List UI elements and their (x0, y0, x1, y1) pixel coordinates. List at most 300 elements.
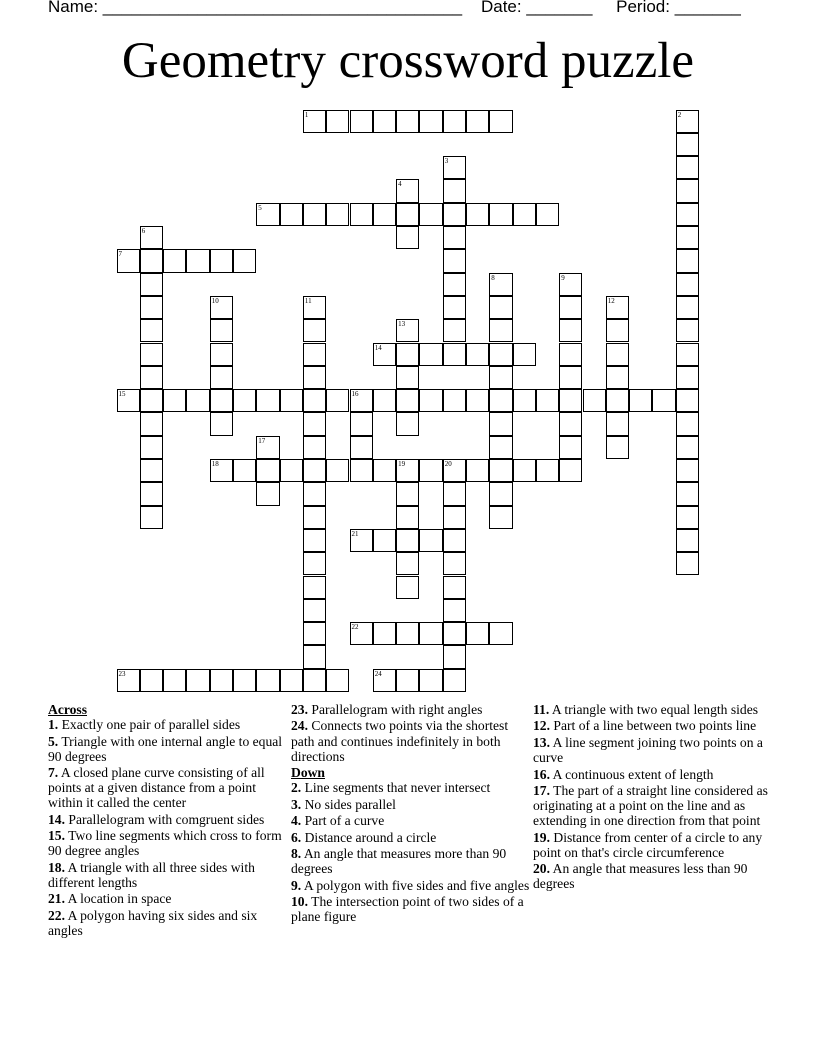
clue-item (291, 718, 531, 763)
crossword-cell[interactable] (443, 576, 466, 599)
clue-number: 12. (533, 718, 550, 734)
crossword-cell[interactable] (140, 226, 163, 249)
clues-column-2 (291, 702, 531, 926)
crossword-cell[interactable] (140, 296, 163, 319)
crossword-cell[interactable] (140, 249, 163, 272)
crossword-cell[interactable] (256, 389, 279, 412)
crossword-cell[interactable] (186, 249, 209, 272)
crossword-cell[interactable] (676, 179, 699, 202)
crossword-cell[interactable] (210, 389, 233, 412)
crossword-cell[interactable] (443, 599, 466, 622)
crossword-cell[interactable] (443, 389, 466, 412)
clue-item (291, 878, 531, 893)
crossword-cell[interactable] (350, 436, 373, 459)
crossword-cell[interactable] (606, 296, 629, 319)
cell-clue-number: 21 (351, 529, 359, 538)
crossword-cell[interactable] (303, 296, 326, 319)
crossword-cell[interactable] (303, 203, 326, 226)
crossword-cell[interactable] (140, 482, 163, 505)
cell-clue-number: 6 (141, 227, 146, 235)
crossword-cell[interactable] (443, 529, 466, 552)
crossword-cell[interactable] (396, 179, 419, 202)
clue-text: A closed plane curve consisting of all points at a given distance from a point within it called the center (48, 765, 265, 811)
crossword-cell[interactable] (419, 110, 442, 133)
clue-item (48, 765, 288, 810)
clue-number: 14. (48, 811, 65, 827)
crossword-cell[interactable] (676, 110, 699, 133)
crossword-cell[interactable] (326, 459, 349, 482)
crossword-cell[interactable] (513, 389, 536, 412)
crossword-cell[interactable] (396, 343, 419, 366)
crossword-cell[interactable] (419, 389, 442, 412)
clue-text: An angle that measures less than 90 degrees (533, 861, 748, 892)
crossword-cell[interactable] (443, 156, 466, 179)
cell-clue-number: 7 (118, 250, 122, 259)
crossword-cell[interactable] (256, 203, 279, 226)
clue-text: An angle that measures more than 90 degrees (291, 846, 507, 877)
crossword-cell[interactable] (210, 296, 233, 319)
crossword-cell[interactable] (303, 343, 326, 366)
crossword-cell[interactable] (559, 366, 582, 389)
crossword-cell[interactable] (256, 436, 279, 459)
crossword-cell[interactable] (396, 506, 419, 529)
crossword-cell[interactable] (256, 459, 279, 482)
crossword-cell[interactable] (676, 366, 699, 389)
clue-number: 24. (291, 718, 308, 734)
crossword-cell[interactable] (396, 226, 419, 249)
cell-clue-number: 9 (561, 273, 565, 282)
crossword-cell[interactable] (559, 273, 582, 296)
clue-item (533, 735, 773, 765)
crossword-cell[interactable] (303, 599, 326, 622)
crossword-cell[interactable] (559, 319, 582, 342)
crossword-cell[interactable] (676, 133, 699, 156)
cell-clue-number: 8 (491, 273, 495, 282)
crossword-cell[interactable] (303, 389, 326, 412)
crossword-cell[interactable] (303, 110, 326, 133)
cell-clue-number: 23 (118, 669, 126, 678)
crossword-cell[interactable] (163, 389, 186, 412)
crossword-cell[interactable] (676, 226, 699, 249)
clue-number: 16. (533, 766, 550, 782)
clue-number: 13. (533, 734, 550, 750)
crossword-cell[interactable] (489, 319, 512, 342)
crossword-cell[interactable] (350, 529, 373, 552)
crossword-cell[interactable] (443, 226, 466, 249)
crossword-cell[interactable] (466, 459, 489, 482)
clue-text: A polygon with five sides and five angles (301, 877, 530, 893)
clue-number: 18. (48, 859, 65, 875)
clue-item (533, 702, 773, 717)
crossword-cell[interactable] (419, 459, 442, 482)
crossword-cell[interactable] (466, 389, 489, 412)
crossword-cell[interactable] (396, 203, 419, 226)
crossword-cell[interactable] (303, 645, 326, 668)
clue-item (533, 861, 773, 891)
crossword-cell[interactable] (396, 669, 419, 692)
crossword-cell[interactable] (443, 459, 466, 482)
clue-text: The intersection point of two sides of a plane figure (291, 894, 524, 925)
crossword-cell[interactable] (303, 482, 326, 505)
crossword-cell[interactable] (606, 436, 629, 459)
crossword-cell[interactable] (140, 412, 163, 435)
crossword-cell[interactable] (280, 669, 303, 692)
crossword-cell[interactable] (210, 249, 233, 272)
crossword-cell[interactable] (303, 622, 326, 645)
clue-text: A location in space (65, 891, 172, 907)
clue-item (291, 846, 531, 876)
crossword-cell[interactable] (326, 389, 349, 412)
crossword-cell[interactable] (303, 366, 326, 389)
clue-number: 6. (291, 829, 302, 845)
clue-item (533, 767, 773, 782)
crossword-cell[interactable] (443, 506, 466, 529)
clue-text: A continuous extent of length (550, 766, 714, 782)
crossword-cell[interactable] (489, 459, 512, 482)
crossword-cell[interactable] (676, 319, 699, 342)
clue-text: Exactly one pair of parallel sides (58, 717, 241, 733)
crossword-cell[interactable] (489, 482, 512, 505)
clue-number: 4. (291, 813, 302, 829)
crossword-cell[interactable] (256, 669, 279, 692)
crossword-cell[interactable] (443, 482, 466, 505)
clue-number: 19. (533, 829, 550, 845)
crossword-cell[interactable] (443, 179, 466, 202)
cell-clue-number: 12 (607, 296, 615, 305)
crossword-cell[interactable] (489, 296, 512, 319)
crossword-cell[interactable] (489, 622, 512, 645)
crossword-cell[interactable] (489, 273, 512, 296)
crossword-cell[interactable] (303, 436, 326, 459)
cell-clue-number: 11 (304, 296, 312, 305)
clue-text: Connects two points via the shortest path and continues indefinitely in both directions (291, 718, 509, 764)
clue-item (48, 717, 288, 732)
crossword-cell[interactable] (140, 366, 163, 389)
crossword-cell[interactable] (676, 343, 699, 366)
crossword-cell[interactable] (233, 249, 256, 272)
crossword-cell[interactable] (326, 669, 349, 692)
clue-item (291, 830, 531, 845)
crossword-cell[interactable] (466, 110, 489, 133)
clue-text: Distance from center of a circle to any point on that's circle circumference (533, 829, 763, 860)
crossword-cell[interactable] (396, 319, 419, 342)
crossword-cell[interactable] (396, 552, 419, 575)
crossword-cell[interactable] (419, 529, 442, 552)
crossword-cell[interactable] (443, 622, 466, 645)
clue-number: 1. (48, 717, 59, 733)
cell-clue-number: 4 (398, 180, 402, 189)
crossword-cell[interactable] (396, 389, 419, 412)
clue-text: Part of a curve (301, 813, 385, 829)
clue-text: Part of a line between two points line (550, 718, 757, 734)
crossword-cell[interactable] (559, 296, 582, 319)
crossword-cell[interactable] (210, 669, 233, 692)
clue-item (533, 718, 773, 733)
clue-number: 17. (533, 783, 550, 799)
clues-column-3 (533, 702, 773, 893)
clue-item (533, 830, 773, 860)
crossword-cell[interactable] (652, 389, 675, 412)
clue-section-heading: Across (48, 702, 88, 717)
page-title: Geometry crossword puzzle (121, 33, 695, 89)
crossword-cell[interactable] (443, 273, 466, 296)
crossword-cell[interactable] (396, 529, 419, 552)
crossword-cell[interactable] (536, 203, 559, 226)
clue-text: A triangle with all three sides with different lengths (48, 859, 255, 890)
crossword-cell[interactable] (419, 622, 442, 645)
crossword-cell[interactable] (676, 296, 699, 319)
crossword-cell[interactable] (326, 110, 349, 133)
cell-clue-number: 19 (398, 460, 406, 468)
crossword-cell[interactable] (210, 459, 233, 482)
crossword-cell[interactable] (140, 669, 163, 692)
clues-column-1 (48, 702, 288, 940)
crossword-cell[interactable] (443, 645, 466, 668)
cell-clue-number: 24 (374, 669, 382, 678)
crossword-cell[interactable] (676, 389, 699, 412)
crossword-cell[interactable] (186, 389, 209, 412)
cell-clue-number: 5 (258, 203, 262, 212)
crossword-cell[interactable] (256, 482, 279, 505)
crossword-cell[interactable] (117, 669, 140, 692)
crossword-cell[interactable] (489, 506, 512, 529)
crossword-cell[interactable] (373, 529, 396, 552)
crossword-cell[interactable] (676, 249, 699, 272)
crossword-cell[interactable] (350, 203, 373, 226)
clue-number: 15. (48, 828, 65, 844)
crossword-cell[interactable] (606, 319, 629, 342)
crossword-cell[interactable] (443, 319, 466, 342)
clue-item (48, 828, 288, 858)
crossword-cell[interactable] (676, 273, 699, 296)
crossword-cell[interactable] (489, 366, 512, 389)
cell-clue-number: 14 (374, 343, 382, 352)
crossword-cell[interactable] (280, 459, 303, 482)
crossword-cell[interactable] (140, 343, 163, 366)
clue-text: Two line segments which cross to form 90 degree angles (48, 828, 282, 859)
crossword-cell[interactable] (210, 366, 233, 389)
crossword-cell[interactable] (513, 459, 536, 482)
clue-item (291, 702, 531, 717)
crossword-cell[interactable] (443, 296, 466, 319)
crossword-cell[interactable] (396, 482, 419, 505)
crossword-cell[interactable] (373, 669, 396, 692)
clue-number: 22. (48, 907, 65, 923)
clue-item (48, 860, 288, 890)
crossword-cell[interactable] (466, 343, 489, 366)
crossword-cell[interactable] (536, 459, 559, 482)
crossword-cell[interactable] (350, 110, 373, 133)
clue-number: 11. (533, 702, 550, 717)
crossword-cell[interactable] (303, 529, 326, 552)
crossword-cell[interactable] (513, 343, 536, 366)
clue-number: 2. (291, 780, 302, 796)
clue-number: 5. (48, 733, 59, 749)
cell-clue-number: 3 (444, 157, 449, 166)
cell-clue-number: 22 (351, 623, 359, 632)
crossword-cell[interactable] (676, 482, 699, 505)
crossword-cell[interactable] (419, 203, 442, 226)
crossword-cell[interactable] (489, 436, 512, 459)
crossword-cell[interactable] (443, 669, 466, 692)
cell-clue-number: 18 (211, 460, 219, 468)
crossword-cell[interactable] (396, 622, 419, 645)
crossword-cell[interactable] (466, 622, 489, 645)
clue-item (291, 813, 531, 828)
clue-number: 3. (291, 796, 302, 812)
crossword-cell[interactable] (140, 319, 163, 342)
crossword-cell[interactable] (373, 110, 396, 133)
crossword-cell[interactable] (443, 110, 466, 133)
crossword-cell[interactable] (676, 412, 699, 435)
crossword-cell[interactable] (559, 436, 582, 459)
crossword-cell[interactable] (140, 273, 163, 296)
crossword-cell[interactable] (676, 552, 699, 575)
crossword-cell[interactable] (419, 669, 442, 692)
crossword-cell[interactable] (676, 203, 699, 226)
clue-text: No sides parallel (301, 796, 396, 812)
crossword-cell[interactable] (443, 552, 466, 575)
crossword-cell[interactable] (303, 669, 326, 692)
crossword-cell[interactable] (606, 343, 629, 366)
crossword-cell[interactable] (163, 249, 186, 272)
crossword-cell[interactable] (583, 389, 606, 412)
crossword-cell[interactable] (606, 366, 629, 389)
crossword-cell[interactable] (396, 459, 419, 482)
clue-item (533, 783, 773, 828)
crossword-cell[interactable] (280, 389, 303, 412)
crossword-cell[interactable] (140, 436, 163, 459)
clue-item (291, 797, 531, 812)
clue-number: 10. (291, 894, 308, 910)
crossword-cell[interactable] (489, 110, 512, 133)
crossword-cell[interactable] (606, 389, 629, 412)
crossword-cell[interactable] (140, 506, 163, 529)
cell-clue-number: 1 (304, 110, 309, 119)
clue-item (291, 780, 531, 795)
clue-item (48, 908, 288, 938)
crossword-cell[interactable] (350, 389, 373, 412)
crossword-cell[interactable] (489, 412, 512, 435)
crossword-cell[interactable] (117, 389, 140, 412)
cell-clue-number: 13 (398, 320, 406, 329)
crossword-cell[interactable] (419, 343, 442, 366)
crossword-cell[interactable] (140, 459, 163, 482)
crossword-cell[interactable] (466, 203, 489, 226)
clue-item (291, 894, 531, 924)
clue-text: A line segment joining two points on a curve (533, 734, 763, 766)
crossword-cell[interactable] (559, 459, 582, 482)
crossword-cell[interactable] (303, 576, 326, 599)
crossword-cell[interactable] (676, 156, 699, 179)
crossword-cell[interactable] (303, 459, 326, 482)
crossword-cell[interactable] (676, 506, 699, 529)
crossword-cell[interactable] (303, 412, 326, 435)
clue-number: 21. (48, 891, 65, 907)
clue-number: 23. (291, 702, 308, 717)
crossword-cell[interactable] (140, 389, 163, 412)
clue-item (48, 891, 288, 906)
crossword-cell[interactable] (396, 110, 419, 133)
crossword-cell[interactable] (373, 203, 396, 226)
crossword-cell[interactable] (303, 552, 326, 575)
crossword-cell[interactable] (373, 622, 396, 645)
crossword-cell[interactable] (210, 319, 233, 342)
crossword-cell[interactable] (396, 366, 419, 389)
crossword-cell[interactable] (676, 436, 699, 459)
crossword-cell[interactable] (280, 203, 303, 226)
clue-number: 7. (48, 765, 59, 781)
clue-text: Distance around a circle (301, 829, 437, 845)
crossword-cell[interactable] (489, 203, 512, 226)
crossword-cell[interactable] (233, 389, 256, 412)
clue-text: A triangle with two equal length sides (549, 702, 759, 717)
crossword-cell[interactable] (396, 412, 419, 435)
crossword-cell[interactable] (606, 412, 629, 435)
crossword-cell[interactable] (629, 389, 652, 412)
cell-clue-number: 15 (118, 390, 126, 399)
crossword-cell[interactable] (676, 459, 699, 482)
crossword-cell[interactable] (303, 506, 326, 529)
clue-text: Triangle with one internal angle to equal 90 degrees (48, 733, 283, 764)
clue-text: The part of a straight line considered as originating at a point on the line and as extending in one direction from that point (533, 783, 768, 829)
clue-item (48, 812, 288, 827)
cell-clue-number: 20 (444, 460, 452, 468)
crossword-cell[interactable] (559, 389, 582, 412)
crossword-cell[interactable] (489, 389, 512, 412)
crossword-cell[interactable] (676, 529, 699, 552)
crossword-cell[interactable] (559, 412, 582, 435)
crossword-cell[interactable] (186, 669, 209, 692)
crossword-cell[interactable] (233, 459, 256, 482)
crossword-cell[interactable] (326, 203, 349, 226)
crossword-cell[interactable] (443, 343, 466, 366)
cell-clue-number: 10 (211, 296, 219, 305)
crossword-cell[interactable] (536, 389, 559, 412)
clue-section-heading: Down (291, 765, 325, 781)
crossword-cell[interactable] (350, 412, 373, 435)
crossword-cell[interactable] (443, 203, 466, 226)
crossword-cell[interactable] (210, 412, 233, 435)
crossword-cell[interactable] (373, 343, 396, 366)
cell-clue-number: 17 (258, 436, 266, 445)
clue-text: Parallelogram with comgruent sides (65, 811, 265, 827)
crossword-cell[interactable] (350, 459, 373, 482)
crossword-cell[interactable] (396, 576, 419, 599)
crossword-cell[interactable] (513, 203, 536, 226)
clue-number: 20. (533, 861, 550, 877)
crossword-cell[interactable] (210, 343, 233, 366)
clue-text: Parallelogram with right angles (308, 702, 483, 717)
crossword-cell[interactable] (117, 249, 140, 272)
crossword-cell[interactable] (489, 343, 512, 366)
crossword-cell[interactable] (303, 319, 326, 342)
crossword-cell[interactable] (233, 669, 256, 692)
crossword-cell[interactable] (443, 249, 466, 272)
cell-clue-number: 16 (351, 390, 359, 399)
crossword-cell[interactable] (373, 389, 396, 412)
crossword-cell[interactable] (350, 622, 373, 645)
student-info-line: Name: ______________________________________ Date: _______ Period: _______ (48, 0, 741, 16)
clue-item (48, 734, 288, 764)
crossword-cell[interactable] (559, 343, 582, 366)
clue-number: 8. (291, 846, 302, 862)
crossword-cell[interactable] (163, 669, 186, 692)
clue-text: A polygon having six sides and six angles (48, 907, 258, 939)
crossword-cell[interactable] (373, 459, 396, 482)
cell-clue-number: 2 (677, 110, 682, 119)
clue-number: 9. (291, 877, 302, 893)
